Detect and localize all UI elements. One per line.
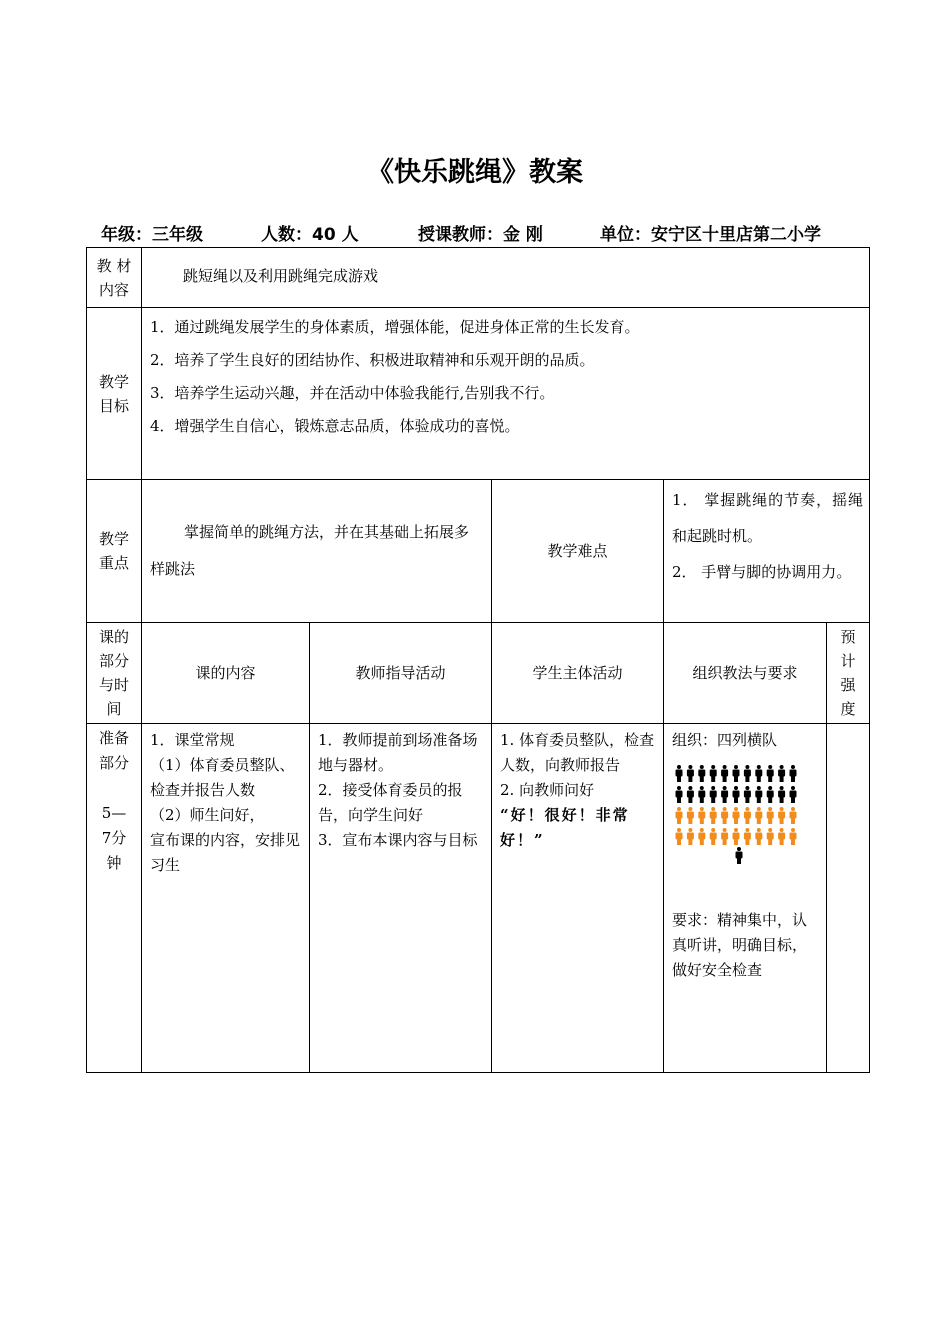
student-figure <box>721 807 728 824</box>
formation-diagram <box>674 763 804 868</box>
prep-part-name: 准备部分 <box>98 729 129 772</box>
lesson-plan-table <box>86 247 870 1073</box>
info-line <box>101 220 871 246</box>
difficulty-content <box>664 480 870 623</box>
count-info: 人数：40 人 <box>261 225 359 245</box>
student-figure <box>698 828 705 845</box>
material-label: 教 材 内容 <box>87 248 142 308</box>
student-figure <box>676 765 683 782</box>
student-figure <box>687 828 694 845</box>
student-figure <box>767 807 774 824</box>
student-figure <box>710 765 717 782</box>
student-figure <box>733 765 740 782</box>
material-content: 跳短绳以及利用跳绳完成游戏 <box>142 248 870 308</box>
goals-label: 教学 目标 <box>87 308 142 480</box>
header-intensity: 预计强度 <box>827 623 870 724</box>
student-figure <box>755 828 762 845</box>
student-figure <box>744 807 751 824</box>
student-figure <box>721 765 728 782</box>
prep-time: 5—7分钟 <box>101 804 127 872</box>
prep-org <box>664 724 827 1073</box>
prep-student <box>492 724 664 1073</box>
student-figure <box>778 828 785 845</box>
student-figure <box>790 828 797 845</box>
header-content: 课的内容 <box>142 623 310 724</box>
difficulty-label: 教学难点 <box>492 480 664 623</box>
key-label: 教学 重点 <box>87 480 142 623</box>
student-figure <box>744 786 751 803</box>
page-title: 《快乐跳绳》教案 <box>367 157 583 188</box>
goal-item: 2．培养了学生良好的团结协作、积极进取精神和乐观开朗的品质。 <box>150 351 595 369</box>
header-org: 组织教法与要求 <box>664 623 827 724</box>
prep-student-lines: 1. 体育委员整队，检查人数，向教师报告 2. 向教师问好 <box>500 731 655 799</box>
student-figure <box>778 765 785 782</box>
teacher-info: 授课教师：金 刚 <box>418 225 543 245</box>
header-teacher: 教师指导活动 <box>310 623 492 724</box>
student-figure <box>790 765 797 782</box>
prep-student-quote: “好！很好！非常好！” <box>500 806 630 849</box>
student-figure <box>733 807 740 824</box>
student-figure <box>676 807 683 824</box>
student-figure <box>721 828 728 845</box>
goal-item: 3．培养学生运动兴趣，并在活动中体验我能行,告别我不行。 <box>150 384 555 402</box>
student-figure <box>733 828 740 845</box>
prep-part <box>87 724 142 1073</box>
key-content: 掌握简单的跳绳方法，并在其基础上拓展多样跳法 <box>142 480 492 623</box>
student-figure <box>767 765 774 782</box>
student-figure <box>698 786 705 803</box>
student-figure <box>733 786 740 803</box>
org-title: 组织：四列横队 <box>672 731 778 749</box>
difficulty-item: 2． 手臂与脚的协调用力。 <box>672 563 852 581</box>
student-figure <box>710 807 717 824</box>
goal-item: 1．通过跳绳发展学生的身体素质，增强体能，促进身体正常的生长发育。 <box>150 318 640 336</box>
student-figure <box>721 786 728 803</box>
student-figure <box>698 807 705 824</box>
goals-content <box>142 308 870 480</box>
student-figure <box>687 765 694 782</box>
student-figure <box>790 807 797 824</box>
student-figure <box>767 828 774 845</box>
header-student: 学生主体活动 <box>492 623 664 724</box>
student-figure <box>698 765 705 782</box>
teacher-figure <box>736 847 743 864</box>
student-figure <box>710 786 717 803</box>
student-figure <box>755 786 762 803</box>
difficulty-item: 1． 掌握跳绳的节奏，摇绳和起跳时机。 <box>672 491 864 545</box>
student-figure <box>767 786 774 803</box>
student-figure <box>778 807 785 824</box>
student-figure <box>676 786 683 803</box>
student-figure <box>687 807 694 824</box>
prep-intensity <box>827 724 870 1073</box>
student-figure <box>755 807 762 824</box>
student-figure <box>744 828 751 845</box>
org-requirements: 要求：精神集中，认真听讲，明确目标，做好安全检查 <box>672 911 808 979</box>
header-part: 课的部分与时间 <box>87 623 142 724</box>
student-figure <box>744 765 751 782</box>
student-figure <box>676 828 683 845</box>
goal-item: 4．增强学生自信心，锻炼意志品质，体验成功的喜悦。 <box>150 417 520 435</box>
prep-content: 1．课堂常规 （1）体育委员整队、检查并报告人数 （2）师生问好， 宣布课的内容，安排见习生 <box>142 724 310 1073</box>
student-figure <box>790 786 797 803</box>
unit-info: 单位：安宁区十里店第二小学 <box>600 225 821 245</box>
prep-teacher: 1．教师提前到场准备场地与器材。 2．接受体育委员的报告，向学生问好 3．宣布本课内容与目标 <box>310 724 492 1073</box>
student-figure <box>710 828 717 845</box>
grade-info: 年级：三年级 <box>101 225 203 245</box>
student-figure <box>687 786 694 803</box>
student-figure <box>778 786 785 803</box>
student-figure <box>755 765 762 782</box>
